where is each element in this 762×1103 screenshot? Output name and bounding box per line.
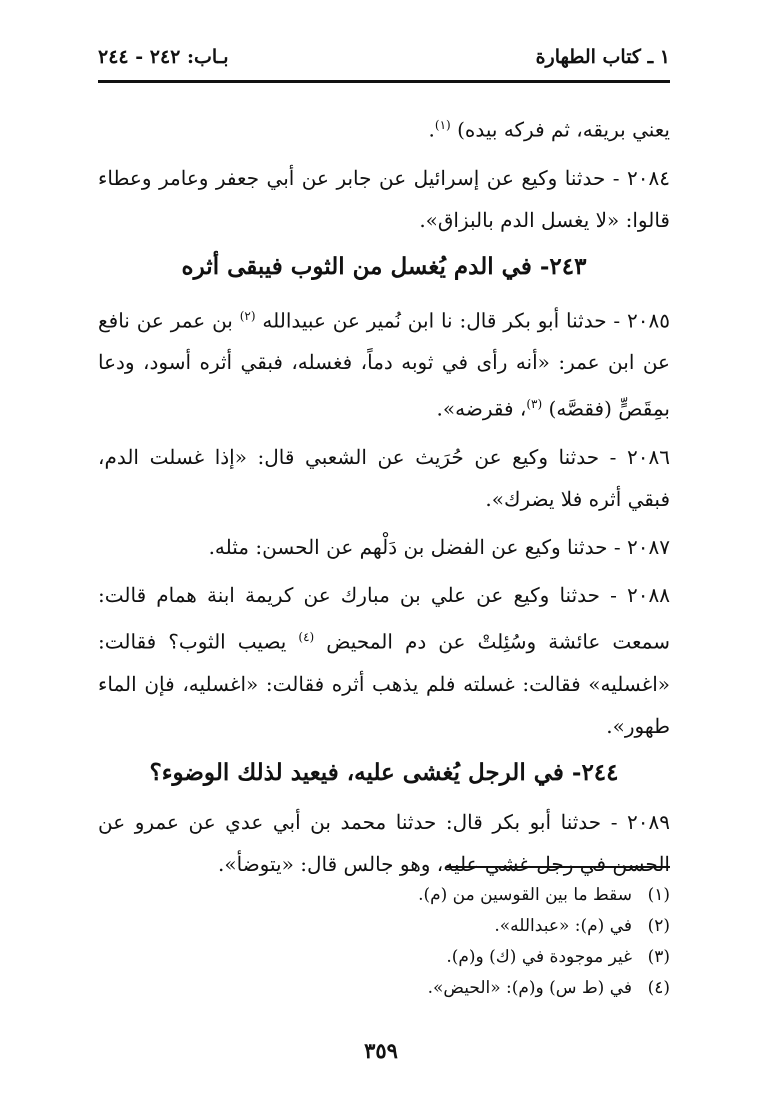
- footnote-2: [200, 911, 670, 942]
- header-divider: [98, 80, 670, 83]
- footnote-number: (٤): [647, 978, 670, 998]
- intro-end: .: [428, 117, 435, 142]
- book-title: ١ ـ كتاب الطهارة: [535, 46, 670, 68]
- footnote-ref-1: (١): [434, 118, 451, 132]
- hadith-2084: ٢٠٨٤ - حدثنا وكيع عن إسرائيل عن جابر عن أبي جعفر وعامر وعطاء قالوا: «لا يغسل الدم بالبزاق».: [98, 165, 670, 232]
- chapter-heading-244: ٢٤٤- في الرجل يُغشى عليه، فيعيد لذلك الوضوء؟: [149, 758, 619, 786]
- hadith-2088-part-a: ٢٠٨٨ - حدثنا وكيع عن علي بن مبارك عن كريمة ابنة همام قالت: سمعت عائشة وسُئِلتْ عن دم المحيض: [98, 582, 670, 654]
- hadith-2087: ٢٠٨٧ - حدثنا وكيع عن الفضل بن دَلْهم عن الحسن: مثله.: [208, 534, 670, 559]
- page-header: [98, 40, 670, 78]
- footnote-number: (١): [647, 885, 670, 905]
- footnote-ref-2: (٢): [239, 308, 256, 323]
- footnote-4: [200, 973, 670, 1004]
- footnote-text: سقط ما بين القوسين من (م).: [418, 885, 632, 905]
- page-number: ٣٥٩: [364, 1038, 398, 1063]
- footnote-number: (٣): [647, 947, 670, 967]
- hadith-2085-part-c: ، فقرضه».: [436, 396, 527, 421]
- hadith-2085: [98, 295, 670, 430]
- footnote-ref-4: (٤): [298, 629, 315, 644]
- hadith-2089: ٢٠٨٩ - حدثنا أبو بكر قال: حدثنا محمد بن أبي عدي عن عمرو عن الحسن في رجل غشي عليه، وهو جالس قال: «يتوضأ».: [98, 809, 670, 876]
- chapter-range: بـاب: ٢٤٢ - ٢٤٤: [98, 46, 229, 68]
- chapter-heading-243: ٢٤٣- في الدم يُغسل من الثوب فيبقى أثره: [181, 252, 587, 280]
- hadith-2085-part-b: بن عمر عن نافع عن ابن عمر: «أنه رأى في ثوبه دماً، فغسله، فبقي أثره أسود، ودعا بمِقَصٍّ (فقصَّه): [98, 308, 670, 421]
- footnote-divider: [446, 866, 670, 868]
- footnote-1: [200, 880, 670, 911]
- footnotes: [200, 880, 670, 1004]
- page-body: [98, 104, 670, 885]
- footnote-3: [200, 942, 670, 973]
- footnote-text: في (م): «عبدالله».: [494, 916, 632, 936]
- hadith-2088: [98, 574, 670, 747]
- footnote-ref-3: (٣): [526, 397, 543, 412]
- intro-text: يعني بريقه، ثم فركه بيده): [457, 117, 670, 142]
- footnote-text: في (ط س) و(م): «الحيض».: [427, 978, 632, 998]
- footnote-text: غير موجودة في (ك) و(م).: [446, 947, 632, 967]
- intro-paragraph: [98, 104, 670, 151]
- hadith-2085-part-a: ٢٠٨٥ - حدثنا أبو بكر قال: نا ابن نُمير عن عبيدالله: [262, 308, 670, 333]
- hadith-2086: ٢٠٨٦ - حدثنا وكيع عن حُرَيث عن الشعبي قال: «إذا غسلت الدم، فبقي أثره فلا يضرك».: [98, 444, 670, 511]
- hadith-2088-part-b: يصيب الثوب؟ فقالت: «اغسليه» فقالت: غسلته فلم يذهب أثره فقالت: «اغسليه، فإن الماء طهور».: [98, 629, 670, 738]
- footnote-number: (٢): [647, 916, 670, 936]
